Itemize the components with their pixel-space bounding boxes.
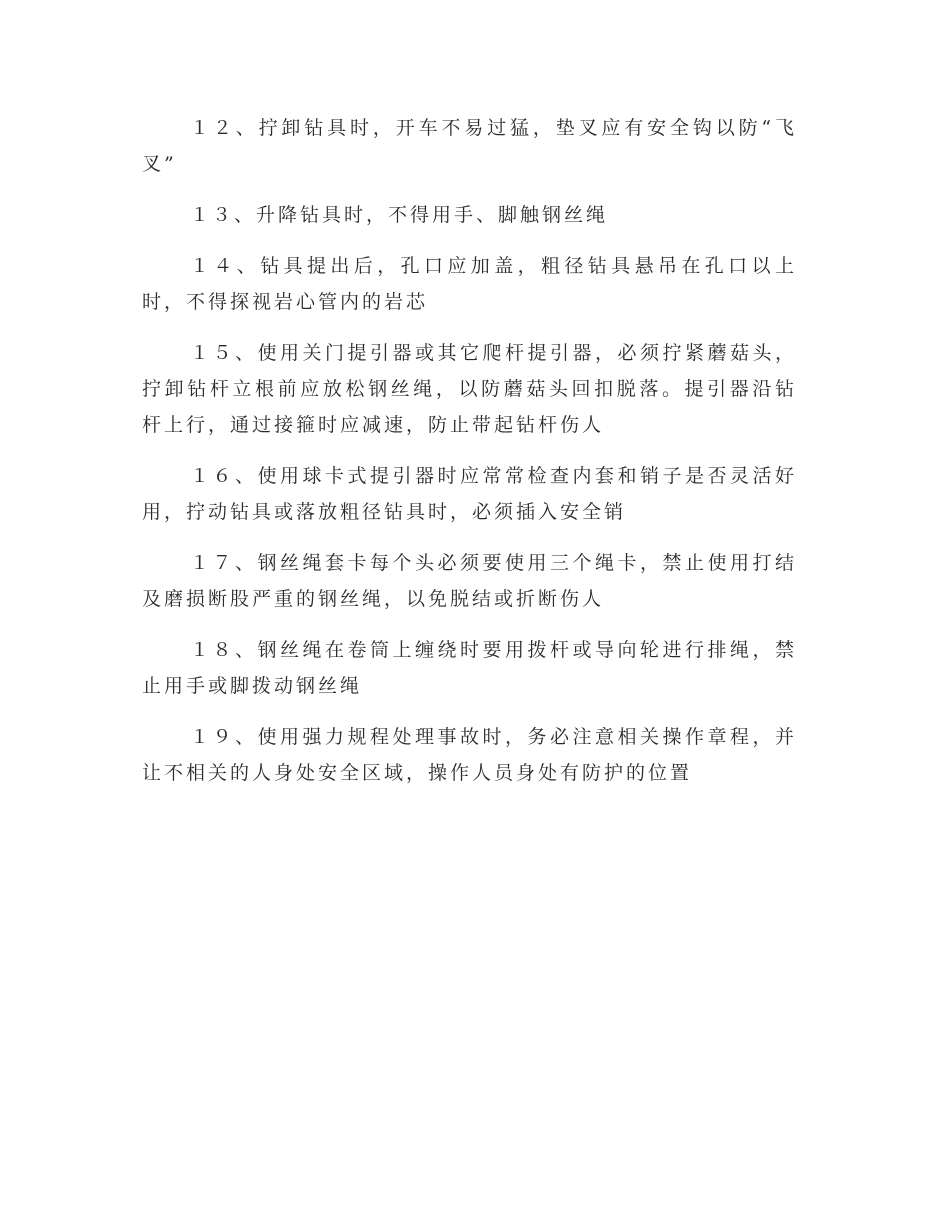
document-body — [142, 110, 797, 806]
paragraph-17: １７、钢丝绳套卡每个头必须要使用三个绳卡，禁止使用打结及磨损断股严重的钢丝绳，以免脱结或折断伤人 — [142, 552, 797, 610]
paragraph-18: １８、钢丝绳在卷筒上缠绕时要用拨杆或导向轮进行排绳，禁止用手或脚拨动钢丝绳 — [142, 639, 797, 697]
paragraph-15: １５、使用关门提引器或其它爬杆提引器，必须拧紧蘑菇头，拧卸钻杆立根前应放松钢丝绳，以防蘑菇头回扣脱落。提引器沿钻杆上行，通过接箍时应减速，防止带起钻杆伤人 — [142, 342, 797, 436]
paragraph-16: １６、使用球卡式提引器时应常常检查内套和销子是否灵活好用，拧动钻具或落放粗径钻具时，必须插入安全销 — [142, 465, 797, 523]
paragraph-12: １２、拧卸钻具时，开车不易过猛，垫叉应有安全钩以防“飞叉” — [142, 117, 797, 175]
paragraph-14: １４、钻具提出后，孔口应加盖，粗径钻具悬吊在孔口以上时，不得探视岩心管内的岩芯 — [142, 255, 797, 313]
paragraph-13: １３、升降钻具时，不得用手、脚触钢丝绳 — [190, 204, 609, 226]
paragraph-19: １９、使用强力规程处理事故时，务必注意相关操作章程，并让不相关的人身处安全区域，操作人员身处有防护的位置 — [142, 726, 797, 784]
